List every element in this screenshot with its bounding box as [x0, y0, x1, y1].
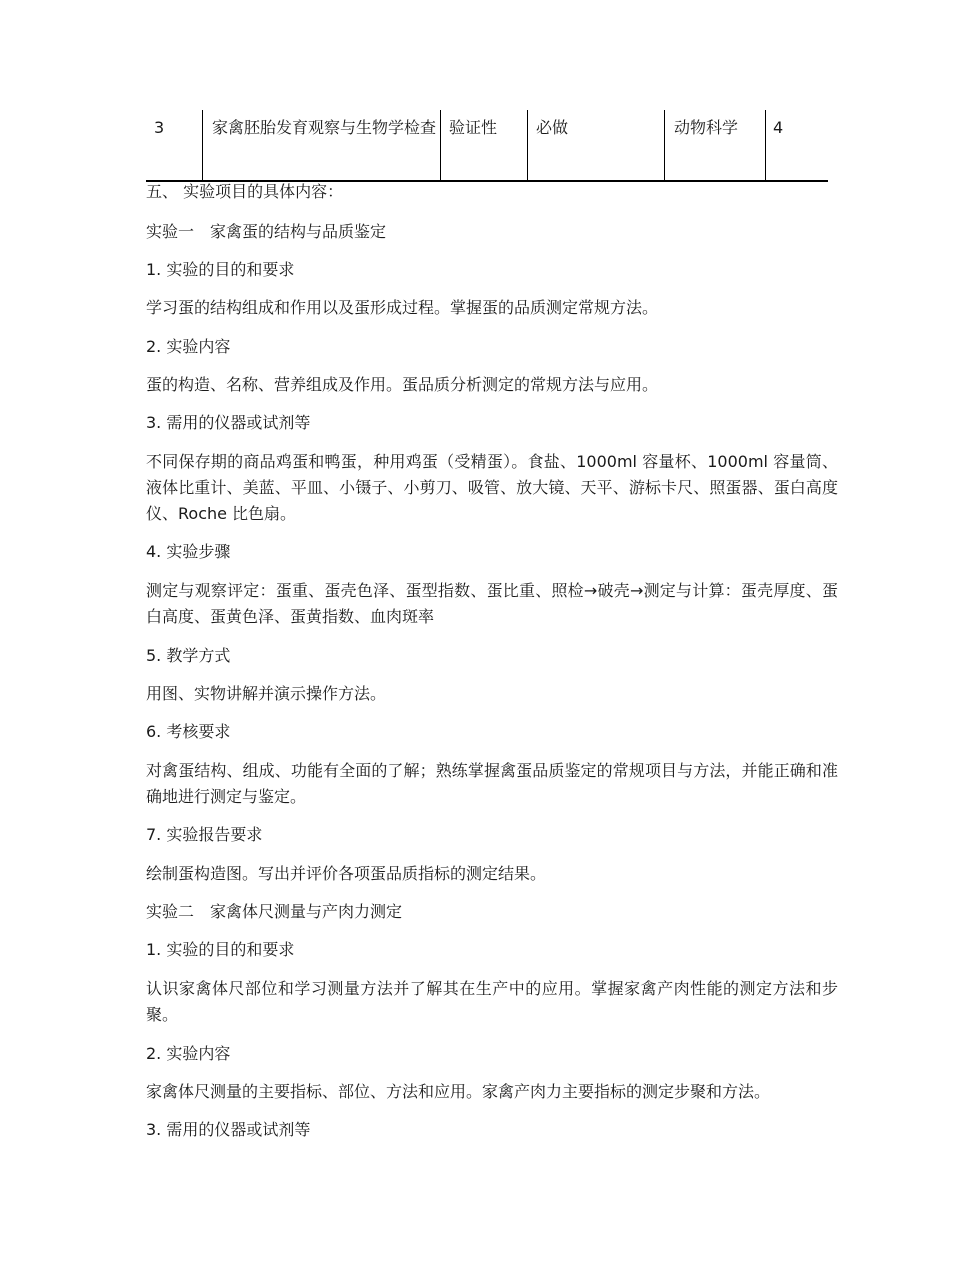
- subheading: 5. 教学方式: [146, 646, 231, 665]
- subheading: 2. 实验内容: [146, 1044, 231, 1063]
- subheading: 4. 实验步骤: [146, 542, 231, 561]
- cell-major: 动物科学: [674, 118, 739, 137]
- subheading: 2. 实验内容: [146, 337, 231, 356]
- experiment-title: 实验二 家禽体尺测量与产肉力测定: [146, 902, 403, 921]
- subheading: 7. 实验报告要求: [146, 825, 263, 844]
- cell-hours: 4: [773, 118, 784, 137]
- paragraph: 不同保存期的商品鸡蛋和鸭蛋，种用鸡蛋（受精蛋）。食盐、1000ml 容量杯、1000ml 容量筒、液体比重计、美蓝、平皿、小镊子、小剪刀、吸管、放大镜、天平、游标卡尺、照蛋器、蛋白高度仪、Roche 比色扇。: [146, 452, 838, 523]
- experiment-title: 实验一 家禽蛋的结构与品质鉴定: [146, 222, 387, 241]
- paragraph: 测定与观察评定：蛋重、蛋壳色泽、蛋型指数、蛋比重、照检→破壳→测定与计算：蛋壳厚度、蛋白高度、蛋黄色泽、蛋黄指数、血肉斑率: [146, 581, 838, 626]
- paragraph: 家禽体尺测量的主要指标、部位、方法和应用。家禽产肉力主要指标的测定步聚和方法。: [146, 1082, 771, 1101]
- section-title: 五、 实验项目的具体内容：: [146, 182, 344, 201]
- paragraph: 学习蛋的结构组成和作用以及蛋形成过程。掌握蛋的品质测定常规方法。: [146, 298, 659, 317]
- table-divider: [664, 110, 665, 180]
- table-divider: [765, 110, 766, 180]
- paragraph: 认识家禽体尺部位和学习测量方法并了解其在生产中的应用。掌握家禽产肉性能的测定方法和步聚。: [146, 979, 838, 1024]
- table-divider: [527, 110, 528, 180]
- paragraph: 对禽蛋结构、组成、功能有全面的了解；熟练掌握禽蛋品质鉴定的常规项目与方法，并能正确和准确地进行测定与鉴定。: [146, 761, 838, 806]
- table-row: [146, 110, 828, 182]
- subheading: 1. 实验的目的和要求: [146, 260, 295, 279]
- subheading: 1. 实验的目的和要求: [146, 940, 295, 959]
- paragraph: 用图、实物讲解并演示操作方法。: [146, 684, 387, 703]
- subheading: 6. 考核要求: [146, 722, 231, 741]
- cell-type: 验证性: [449, 118, 498, 137]
- subheading: 3. 需用的仪器或试剂等: [146, 413, 311, 432]
- paragraph: 绘制蛋构造图。写出并评价各项蛋品质指标的测定结果。: [146, 864, 547, 883]
- cell-name: 家禽胚胎发育观察与生物学检查: [212, 118, 437, 137]
- paragraph: 蛋的构造、名称、营养组成及作用。蛋品质分析测定的常规方法与应用。: [146, 375, 659, 394]
- cell-required: 必做: [536, 118, 569, 137]
- subheading: 3. 需用的仪器或试剂等: [146, 1120, 311, 1139]
- cell-no: 3: [154, 118, 165, 137]
- table-divider: [440, 110, 441, 180]
- table-divider: [202, 110, 203, 180]
